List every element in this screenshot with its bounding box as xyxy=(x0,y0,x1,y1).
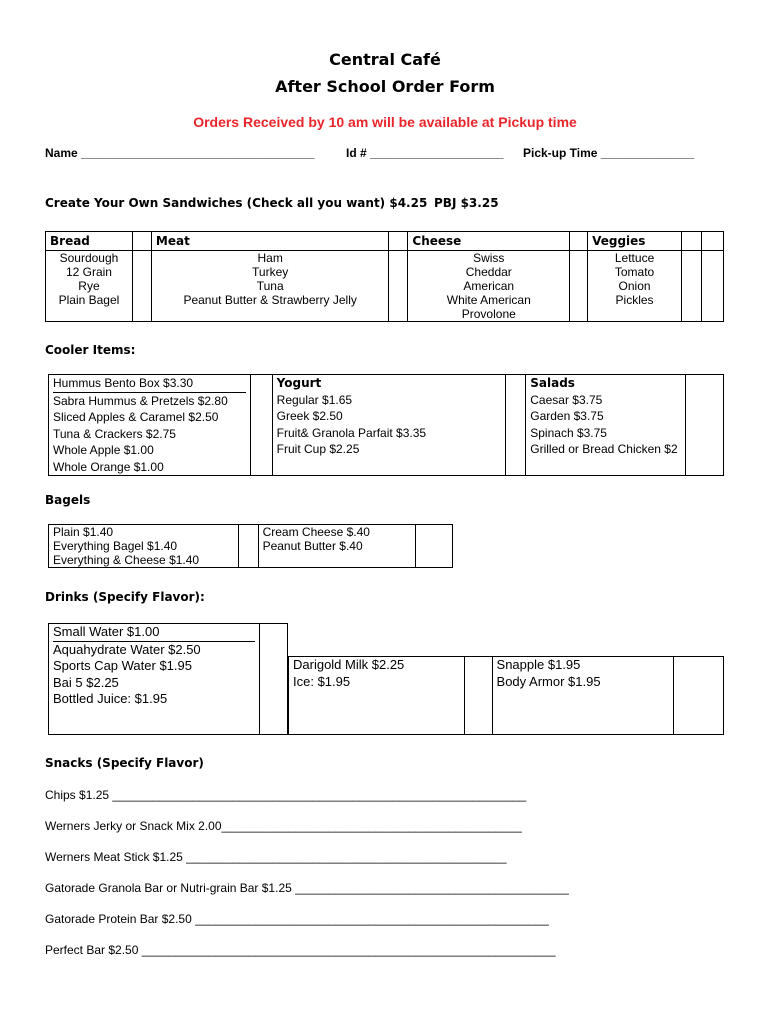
list-item: Onion xyxy=(618,279,651,293)
meat-stick-line[interactable]: Werners Meat Stick $1.25 ________________________________________________ xyxy=(45,850,507,864)
list-item: Fruit Cup $2.25 xyxy=(276,442,360,456)
checkbox-column[interactable] xyxy=(686,375,724,476)
yogurt-header: Yogurt xyxy=(276,376,322,390)
name-field[interactable]: Name ___________________________________ xyxy=(45,146,315,160)
salads-list xyxy=(526,375,686,476)
list-item: American xyxy=(463,279,515,293)
list-item: Greek $2.50 xyxy=(276,409,343,423)
bagels-table xyxy=(48,524,453,568)
checkbox-column[interactable] xyxy=(132,251,151,322)
salads-header: Salads xyxy=(530,376,575,390)
cheese-list xyxy=(408,251,570,322)
bread-header: Bread xyxy=(46,232,133,251)
pickup-time-field[interactable]: Pick-up Time ______________ xyxy=(523,146,695,160)
list-item: Swiss xyxy=(473,251,505,265)
checkbox[interactable] xyxy=(132,232,151,251)
list-item: Peanut Butter $.40 xyxy=(262,539,363,553)
list-item: Whole Apple $1.00 xyxy=(53,443,154,457)
checkbox-column[interactable] xyxy=(570,251,588,322)
cafe-title: Central Café xyxy=(329,50,441,69)
checkbox[interactable] xyxy=(570,232,588,251)
checkbox-column[interactable] xyxy=(701,251,723,322)
list-item: Sliced Apples & Caramel $2.50 xyxy=(53,410,219,424)
cooler-heading: Cooler Items: xyxy=(45,343,136,357)
perfect-bar-line[interactable]: Perfect Bar $2.50 ______________________________________________________________ xyxy=(45,943,556,957)
list-item: Darigold Milk $2.25 xyxy=(293,657,405,672)
drinks-heading: Drinks (Specify Flavor): xyxy=(45,590,205,604)
checkbox-column[interactable] xyxy=(239,525,258,568)
checkbox[interactable] xyxy=(701,232,723,251)
list-item: Cheddar xyxy=(465,265,512,279)
checkbox-column[interactable] xyxy=(415,525,452,568)
list-item: Sports Cap Water $1.95 xyxy=(53,658,192,673)
checkbox-column[interactable] xyxy=(682,251,702,322)
list-item: 12 Grain xyxy=(65,265,112,279)
bottled-list xyxy=(492,657,674,735)
order-notice: Orders Received by 10 am will be available at Pickup time xyxy=(193,114,577,130)
checkbox-column[interactable] xyxy=(464,657,492,735)
id-field[interactable]: Id # ____________________ xyxy=(346,146,504,160)
bread-list xyxy=(46,251,133,322)
drinks-table-right xyxy=(288,656,724,735)
meat-list xyxy=(151,251,389,322)
list-item: Provolone xyxy=(461,307,516,321)
list-item: Hummus Bento Box $3.30 xyxy=(53,376,194,390)
list-item: Aquahydrate Water $2.50 xyxy=(53,641,255,659)
list-item: Ham xyxy=(257,251,283,265)
list-item: White American xyxy=(446,293,531,307)
checkbox[interactable] xyxy=(389,232,408,251)
list-item: Snapple $1.95 xyxy=(496,657,581,672)
list-item: Everything & Cheese $1.40 xyxy=(53,553,200,567)
sandwich-heading: Create Your Own Sandwiches (Check all you want) $4.25 xyxy=(45,196,428,210)
meat-header: Meat xyxy=(151,232,389,251)
drinks-table xyxy=(48,623,288,735)
list-item: Plain Bagel xyxy=(58,293,120,307)
list-item: Lettuce xyxy=(614,251,655,265)
form-title: After School Order Form xyxy=(275,77,495,96)
cooler-table xyxy=(48,374,724,476)
list-item: Sourdough xyxy=(59,251,119,265)
list-item: Whole Orange $1.00 xyxy=(53,459,164,474)
veggies-list xyxy=(588,251,682,322)
cooler-list xyxy=(49,375,251,476)
checkbox-column[interactable] xyxy=(674,657,724,735)
list-item: Spinach $3.75 xyxy=(530,425,607,440)
granola-bar-line[interactable]: Gatorade Granola Bar or Nutri-grain Bar $1.25 _________________________________________ xyxy=(45,881,569,895)
list-item: Garden $3.75 xyxy=(530,409,604,423)
sandwich-table xyxy=(45,231,724,322)
bagel-list xyxy=(49,525,239,568)
protein-bar-line[interactable]: Gatorade Protein Bar $2.50 _____________________________________________________ xyxy=(45,912,549,926)
list-item: Everything Bagel $1.40 xyxy=(53,539,178,553)
cheese-header: Cheese xyxy=(408,232,570,251)
list-item: Ice: $1.95 xyxy=(293,673,351,689)
list-item: Bai 5 $2.25 xyxy=(53,674,119,690)
jerky-line[interactable]: Werners Jerky or Snack Mix 2.00_____________________________________________ xyxy=(45,819,522,833)
chips-line[interactable]: Chips $1.25 ______________________________________________________________ xyxy=(45,788,527,802)
milk-list xyxy=(289,657,465,735)
list-item: Regular $1.65 xyxy=(276,392,353,407)
list-item: Tuna & Crackers $2.75 xyxy=(53,426,176,441)
list-item: Cream Cheese $.40 xyxy=(262,525,370,539)
list-item: Pickles xyxy=(615,293,654,307)
bagels-heading: Bagels xyxy=(45,493,91,507)
snacks-heading: Snacks (Specify Flavor) xyxy=(45,756,204,770)
checkbox-column[interactable] xyxy=(506,375,526,476)
checkbox-column[interactable] xyxy=(250,375,272,476)
checkbox[interactable] xyxy=(682,232,702,251)
list-item: Small Water $1.00 xyxy=(53,624,160,639)
veggies-header: Veggies xyxy=(588,232,682,251)
list-item: Sabra Hummus & Pretzels $2.80 xyxy=(53,392,246,410)
checkbox-column[interactable] xyxy=(260,624,288,735)
list-item: Rye xyxy=(78,279,100,293)
list-item: Grilled or Bread Chicken $2 xyxy=(530,442,678,456)
list-item: Fruit& Granola Parfait $3.35 xyxy=(276,425,427,440)
list-item: Peanut Butter & Strawberry Jelly xyxy=(183,293,357,307)
list-item: Plain $1.40 xyxy=(53,525,114,539)
list-item: Tuna xyxy=(256,279,284,293)
pbj-price: PBJ $3.25 xyxy=(434,196,499,210)
list-item: Bottled Juice: $1.95 xyxy=(53,691,168,706)
list-item: Caesar $3.75 xyxy=(530,392,603,407)
list-item: Body Armor $1.95 xyxy=(496,673,601,689)
spread-list xyxy=(258,525,415,568)
checkbox-column[interactable] xyxy=(389,251,408,322)
list-item: Tomato xyxy=(614,265,655,279)
list-item: Turkey xyxy=(252,265,289,279)
yogurt-list xyxy=(272,375,506,476)
drinks-list xyxy=(49,624,260,735)
